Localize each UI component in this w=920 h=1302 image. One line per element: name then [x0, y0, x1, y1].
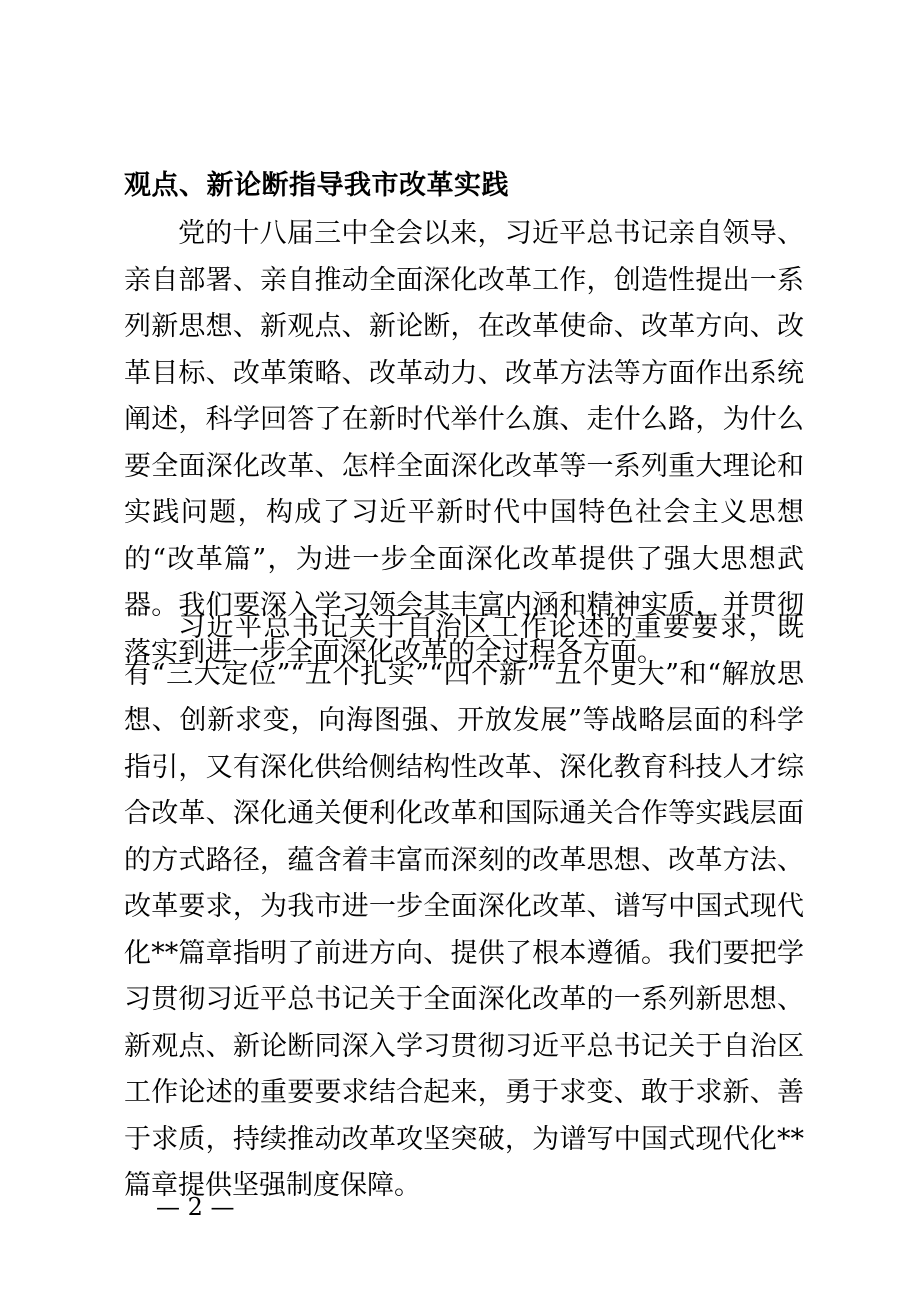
- section-heading: 观点、新论断指导我市改革实践: [124, 170, 509, 201]
- paragraph-2: 习近平总书记关于自治区工作论述的重要要求，既有“三大定位”“五个扎实”“四个新”“五个更大”和“解放思想、创新求变，向海图强、开放发展”等战略层面的科学指引，又有深化供给侧结构性改革、深化教育科技人才综合改革、深化通关便利化改革和国际通关合作等实践层面的方式路径，蕴含着丰富而深刻的改革思想、改革方法、改革要求，为我市进一步全面深化改革、谱写中国式现代化**篇章指明了前进方向、提供了根本遵循。我们要把学习贯彻习近平总书记关于全面深化改革的一系列新思想、新观点、新论断同深入学习贯彻习近平总书记关于自治区工作论述的重要要求结合起来，勇于求变、敢于求新、善于求质，持续推动改革攻坚突破，为谱写中国式现代化**篇章提供坚强制度保障。: [124, 612, 804, 1201]
- paragraph-1: 党的十八届三中全会以来，习近平总书记亲自领导、亲自部署、亲自推动全面深化改革工作，创造性提出一系列新思想、新观点、新论断，在改革使命、改革方向、改革目标、改革策略、改革动力、改革方法等方面作出系统阐述，科学回答了在新时代举什么旗、走什么路，为什么要全面深化改革、怎样全面深化改革等一系列重大理论和实践问题，构成了习近平新时代中国特色社会主义思想的“改革篇”，为进一步全面深化改革提供了强大思想武器。我们要深入学习领会其丰富内涵和精神实质，并贯彻落实到进一步全面深化改革的全过程各方面。: [124, 218, 804, 668]
- page-number: — 2 —: [156, 1193, 235, 1221]
